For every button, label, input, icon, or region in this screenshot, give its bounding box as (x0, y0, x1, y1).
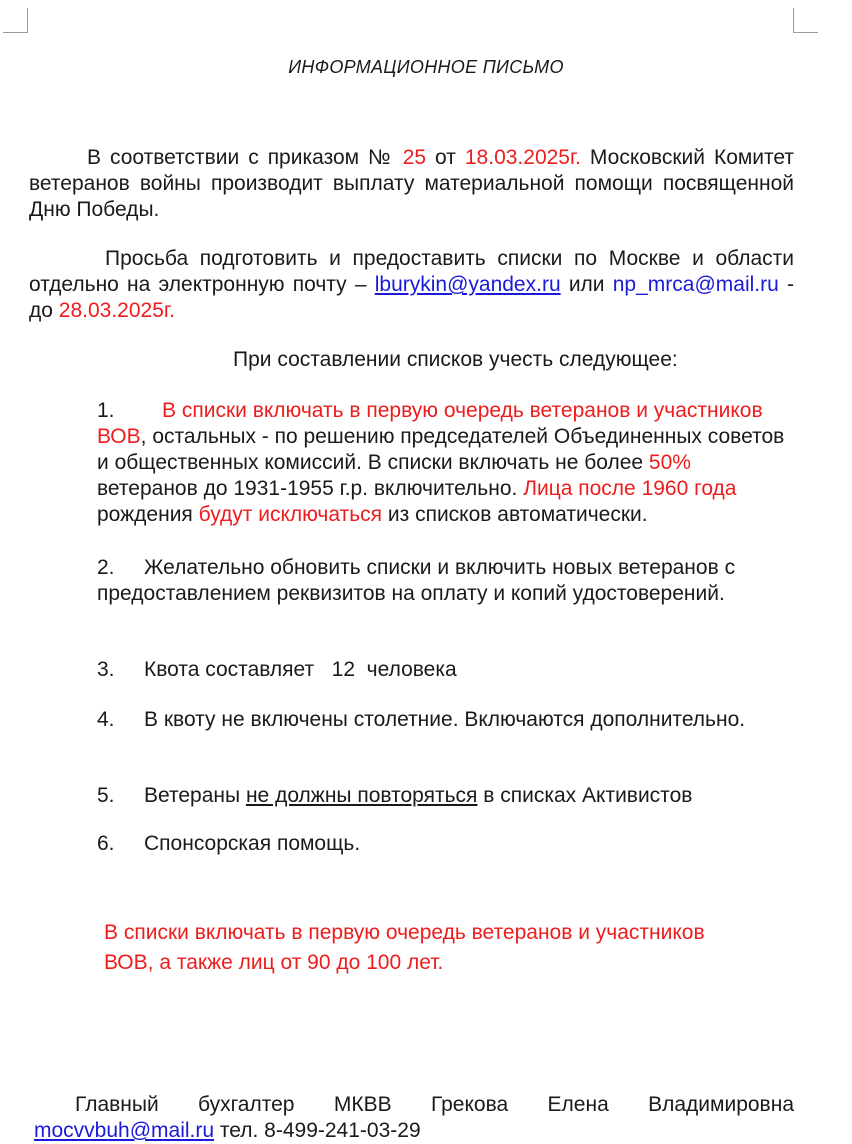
list-item-5-text-1: Ветераны (144, 784, 241, 807)
signature-word: Главный (75, 1093, 159, 1116)
list-item-1-text-2: ветеранов до 1931-1955 г.р. включительно. (97, 477, 518, 500)
list-item-6 (97, 831, 797, 857)
list-item-1-red-3: Лица после 1960 года (523, 477, 737, 500)
list-item-1 (97, 398, 797, 528)
paragraph-order-text-3: Московский Комитет ветеранов войны производит выплату материальной помощи посвященной Дню Победы. (29, 146, 795, 221)
list-item-2-text: Желательно обновить списки и включить новых ветеранов с предоставлением реквизитов на оплату и копий удостоверений. (97, 556, 736, 605)
contact-email-link[interactable]: mocvvbuh@mail.ru (34, 1119, 215, 1142)
page-corner-marker-left (3, 8, 28, 33)
list-item-5-text-2: в списках Активистов (483, 784, 693, 807)
list-item-1-text-1: , остальных - по решению председателей Объединенных советов и общественных комиссий. В списки включать не более (97, 425, 785, 474)
email-np-mrca[interactable]: np_mrca@mail.ru (612, 273, 779, 296)
paragraph-order (29, 145, 794, 223)
signature-word: Грекова (430, 1093, 509, 1116)
contact-line (34, 1118, 421, 1144)
list-item-number: 5. (97, 784, 115, 807)
list-item-number: 1. (97, 399, 115, 422)
document-title: ИНФОРМАЦИОННОЕ ПИСЬМО (288, 57, 564, 77)
deadline-date: 28.03.2025г. (58, 299, 175, 322)
list-item-1-percent: 50% (648, 451, 691, 474)
list-item-number: 2. (97, 556, 115, 579)
list-item-2 (97, 555, 797, 607)
signature-word: МКВВ (333, 1093, 392, 1116)
paragraph-request-text-1: Просьба подготовить и предоставить списки по Москве и области отдельно на электронную почту – (29, 247, 794, 296)
list-item-number: 6. (97, 832, 115, 855)
paragraph-request (29, 246, 794, 324)
paragraph-request-text-3: - до (29, 273, 794, 322)
signature-word: Елена (547, 1093, 609, 1116)
list-item-4 (97, 707, 797, 733)
list-item-1-red-1: В списки включать в первую очередь ветеранов и участников ВОВ (97, 399, 763, 448)
page-corner-marker-right (793, 8, 818, 33)
order-number: 25 (402, 146, 427, 169)
list-item-number: 3. (97, 658, 115, 681)
list-item-5-underlined: не должны повторяться (245, 784, 478, 807)
list-item-3 (97, 657, 797, 683)
signature-word: бухгалтер (198, 1093, 295, 1116)
paragraph-order-text-1: В соответствии с приказом № (87, 146, 394, 169)
list-item-3-text: Квота составляет 12 человека (144, 658, 457, 681)
list-item-5 (97, 783, 797, 809)
list-intro: При составлении списков учесть следующее: (233, 348, 678, 371)
list-item-1-red-4: будут исключаться (198, 503, 383, 526)
list-item-6-text: Спонсорская помощь. (144, 832, 361, 855)
paragraph-order-text-2: от (435, 146, 456, 169)
signature-line (75, 1092, 794, 1118)
order-date: 18.03.2025г. (464, 146, 581, 169)
list-item-1-text-3: рождения (97, 503, 193, 526)
paragraph-request-text-2: или (568, 273, 605, 296)
list-item-4-text: В квоту не включены столетние. Включаются дополнительно. (144, 708, 746, 731)
email-link-lburykin[interactable]: lburykin@yandex.ru (374, 273, 561, 296)
list-item-number: 4. (97, 708, 115, 731)
contact-phone: тел. 8-499-241-03-29 (219, 1119, 421, 1142)
signature-word: Владимировна (648, 1093, 794, 1116)
important-note: В списки включать в первую очередь ветеранов и участников ВОВ, а также лиц от 90 до 100 лет. (104, 921, 705, 974)
list-item-1-text-4: из списков автоматически. (387, 503, 648, 526)
